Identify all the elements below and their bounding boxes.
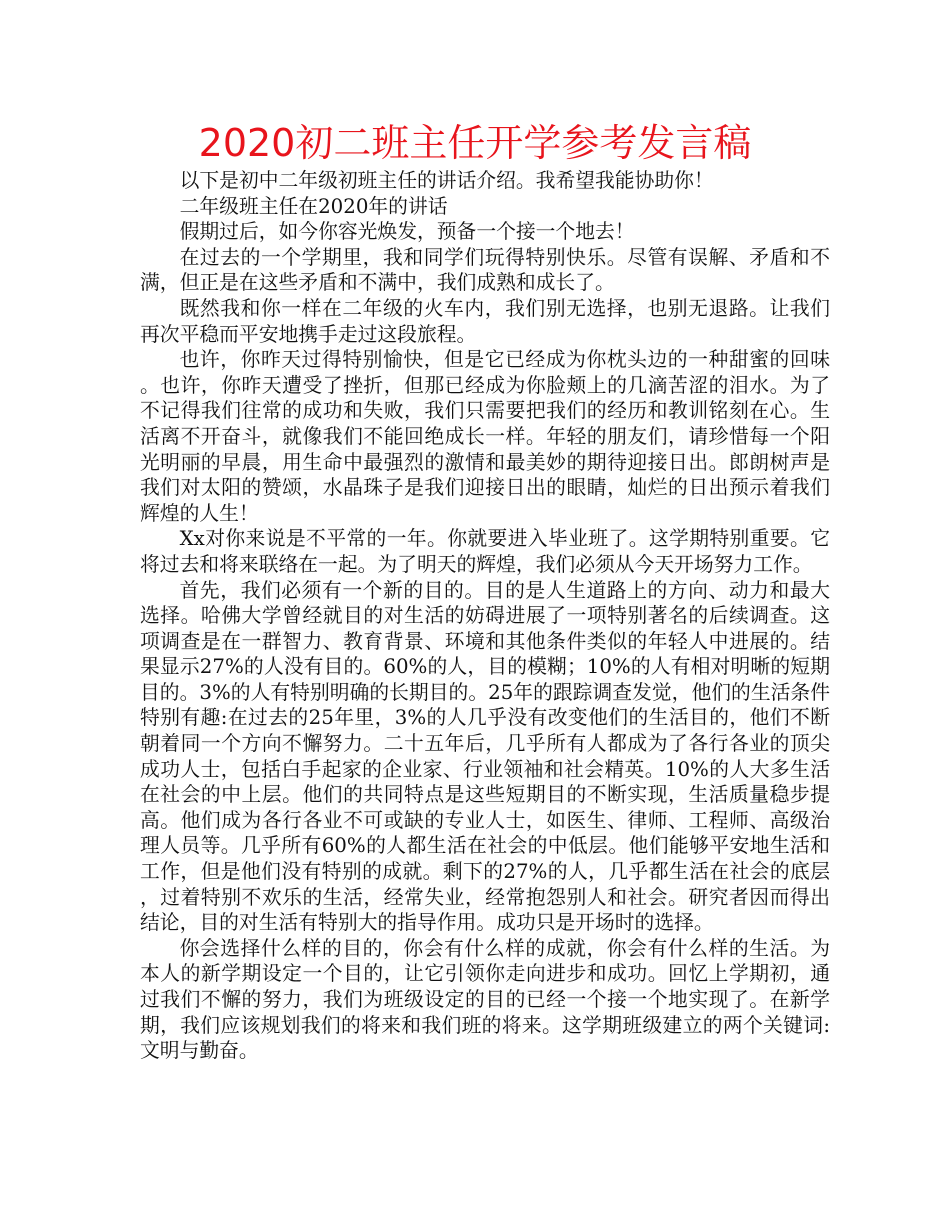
- paragraph: 在过去的一个学期里，我和同学们玩得特别快乐。尽管有误解、矛盾和不满，但正是在这些矛盾和不满中，我们成熟和成长了。: [140, 245, 830, 295]
- paragraph: 也许，你昨天过得特别愉快，但是它已经成为你枕头边的一种甜蜜的回味。也许，你昨天遭受了挫折，但那已经成为你脸颊上的几滴苦涩的泪水。为了不记得我们往常的成功和失败，我们只需要把我们的经历和教训铭刻在心。生活离不开奋斗，就像我们不能回绝成长一样。年轻的朋友们，请珍惜每一个阳光明丽的早晨，用生命中最强烈的激情和最美妙的期待迎接日出。郎朗树声是我们对太阳的赞颂，水晶珠子是我们迎接日出的眼睛，灿烂的日出预示着我们辉煌的人生！: [140, 348, 830, 525]
- paragraph: 二年级班主任在2020年的讲话: [179, 194, 448, 218]
- paragraph: 首先，我们必须有一个新的目的。目的是人生道路上的方向、动力和最大选择。哈佛大学曾经就目的对生活的妨碍进展了一项特别著名的后续调查。这项调查是在一群智力、教育背景、环境和其他条件类似的年轻人中进展的。结果显示27%的人没有目的。60%的人，目的模糊；10%的人有相对明晰的短期目的。3%的人有特别明确的长期目的。25年的跟踪调查发觉，他们的生活条件特别有趣:在过去的25年里，3%的人几乎没有改变他们的生活目的，他们不断朝着同一个方向不懈努力。二十五年后，几乎所有人都成为了各行各业的顶尖成功人士，包括白手起家的企业家、行业领袖和社会精英。10%的人大多生活在社会的中上层。他们的共同特点是这些短期目的不断实现，生活质量稳步提高。他们成为各行各业不可或缺的专业人士，如医生、律师、工程师、高级治理人员等。几乎所有60%的人都生活在社会的中低层。他们能够平安地生活和工作，但是他们没有特别的成就。剩下的27%的人，几乎都生活在社会的底层，过着特别不欢乐的生活，经常失业，经常抱怨别人和社会。研究者因而得出结论，目的对生活有特别大的指导作用。成功只是开场时的选择。: [140, 578, 830, 935]
- paragraph: 既然我和你一样在二年级的火车内，我们别无选择，也别无退路。让我们再次平稳而平安地携手走过这段旅程。: [140, 296, 830, 346]
- paragraph: 假期过后，如今你容光焕发，预备一个接一个地去！: [179, 220, 635, 244]
- document-title: 2020初二班主任开学参考发言稿: [198, 121, 752, 165]
- paragraph: Xx对你来说是不平常的一年。你就要进入毕业班了。这学期特别重要。它将过去和将来联络在一起。为了明天的辉煌，我们必须从今天开场努力工作。: [140, 527, 830, 576]
- paragraph: 以下是初中二年级初班主任的讲话介绍。我希望我能协助你！: [179, 169, 714, 192]
- document-body: [140, 168, 830, 1064]
- paragraph: 你会选择什么样的目的，你会有什么样的成就，你会有什么样的生活。为本人的新学期设定一个目的，让它引领你走向进步和成功。回忆上学期初，通过我们不懈的努力，我们为班级设定的目的已经一个接一个地实现了。在新学期，我们应该规划我们的将来和我们班的将来。这学期班级建立的两个关键词:文明与勤奋。: [140, 936, 830, 1063]
